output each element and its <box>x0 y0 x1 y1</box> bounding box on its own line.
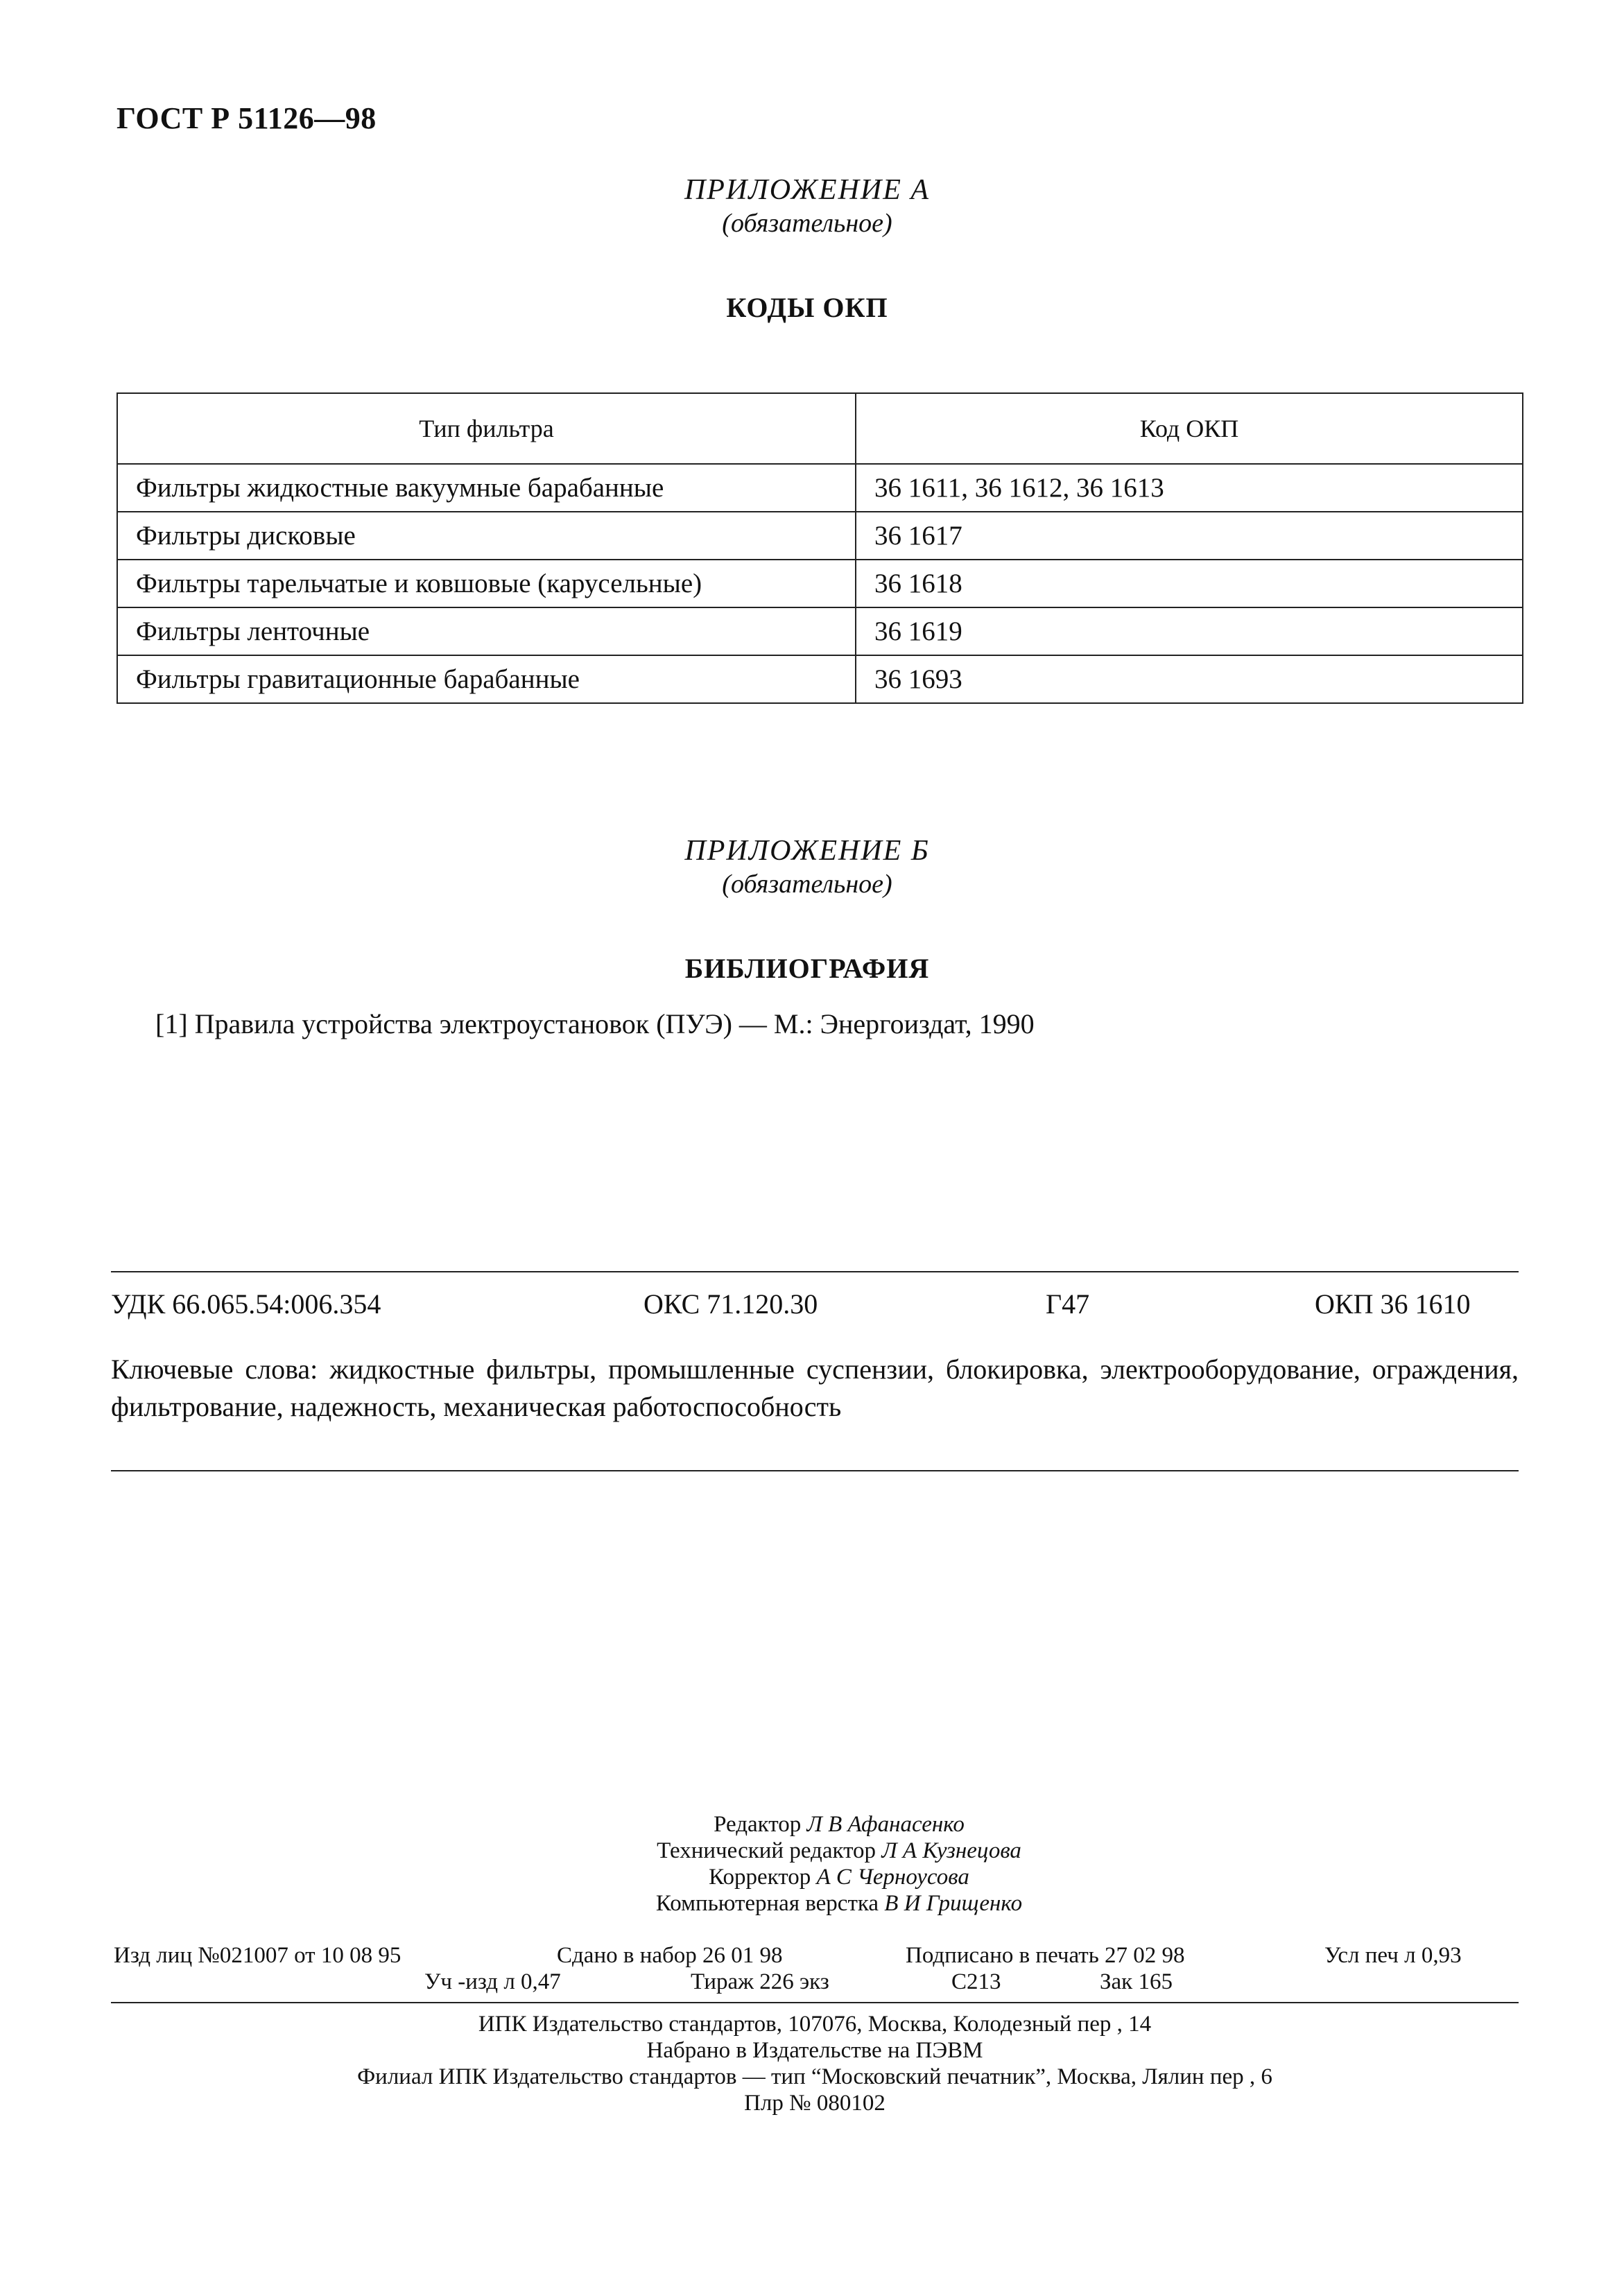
divider-top <box>111 1271 1519 1272</box>
okp-code-cell: 36 1619 <box>856 607 1523 655</box>
print-sheets: Усл печ л 0,93 <box>1324 1943 1462 1968</box>
table-header-row <box>117 393 1523 464</box>
publisher-line: Филиал ИПК Издательство стандартов — тип “Московский печатник”, Москва, Лялин пер , 6 <box>357 2064 1272 2089</box>
udk-code: УДК 66.065.54:006.354 <box>111 1288 381 1320</box>
okp-code-cell: 36 1617 <box>856 512 1523 560</box>
table-row <box>117 655 1523 703</box>
filter-type-cell: Фильтры тарельчатые и ковшовые (карусельные) <box>117 560 856 607</box>
filter-type-cell: Фильтры гравитационные барабанные <box>117 655 856 703</box>
credit-name: Л В Афанасенко <box>806 1812 965 1837</box>
order-code: С213 <box>951 1969 1001 1994</box>
okp-codes-table <box>116 392 1523 704</box>
filter-type-cell: Фильтры жидкостные вакуумные барабанные <box>117 464 856 512</box>
bibliography-item: [1] Правила устройства электроустановок (ПУЭ) — М.: Энергоиздат, 1990 <box>155 1008 1035 1039</box>
appendix-a-status: (обязательное) <box>722 209 892 238</box>
credits-layout <box>458 1890 1220 1917</box>
credits-corrector <box>458 1864 1220 1890</box>
print-run: Тираж 226 экз <box>691 1969 829 1994</box>
filter-type-cell: Фильтры дисковые <box>117 512 856 560</box>
signed-for-print-date: Подписано в печать 27 02 98 <box>906 1943 1185 1968</box>
credit-label: Корректор <box>709 1865 811 1890</box>
credit-name: А С Черноусова <box>816 1865 969 1890</box>
publishing-sheets: Уч -изд л 0,47 <box>424 1969 561 1994</box>
credit-label: Технический редактор <box>657 1838 876 1863</box>
table-row <box>117 560 1523 607</box>
credit-label: Редактор <box>714 1812 802 1837</box>
typeset-date: Сдано в набор 26 01 98 <box>557 1943 783 1968</box>
order-number: Зак 165 <box>1100 1969 1173 1994</box>
divider-imprint <box>111 2002 1519 2003</box>
table-row <box>117 464 1523 512</box>
okp-code-cell: 36 1611, 36 1612, 36 1613 <box>856 464 1523 512</box>
oks-code: ОКС 71.120.30 <box>643 1288 818 1320</box>
credit-name: Л А Кузнецова <box>881 1838 1021 1863</box>
keywords: Ключевые слова: жидкостные фильтры, промышленные суспензии, блокировка, электрооборудование, ограждения, фильтрование, надежность, механическая работоспособность <box>111 1354 1519 1422</box>
group-code: Г47 <box>1046 1288 1090 1320</box>
divider-bottom <box>111 1470 1519 1471</box>
credits-editor <box>458 1811 1220 1838</box>
publisher-license: Изд лиц №021007 от 10 08 95 <box>114 1943 401 1968</box>
okp-code-cell: 36 1618 <box>856 560 1523 607</box>
filter-type-cell: Фильтры ленточные <box>117 607 856 655</box>
okp-code-cell: 36 1693 <box>856 655 1523 703</box>
table-row <box>117 607 1523 655</box>
appendix-a-title: ПРИЛОЖЕНИЕ А <box>684 174 931 206</box>
credit-label: Компьютерная верстка <box>655 1891 879 1916</box>
credit-name: В И Грищенко <box>884 1891 1023 1916</box>
standard-code: ГОСТ Р 51126—98 <box>116 101 377 135</box>
section-title-okp-codes: КОДЫ ОКП <box>726 292 888 323</box>
column-header-okp-code: Код ОКП <box>856 393 1523 464</box>
okp-code: ОКП 36 1610 <box>1315 1288 1471 1320</box>
column-header-filter-type: Тип фильтра <box>117 393 856 464</box>
publisher-line: Плр № 080102 <box>744 2091 886 2116</box>
table-row <box>117 512 1523 560</box>
appendix-b-title: ПРИЛОЖЕНИЕ Б <box>684 835 930 867</box>
credits-tech-editor <box>458 1838 1220 1864</box>
section-title-bibliography: БИБЛИОГРАФИЯ <box>684 953 930 984</box>
publisher-line: Набрано в Издательстве на ПЭВМ <box>646 2038 983 2063</box>
appendix-b-status: (обязательное) <box>722 870 892 899</box>
publisher-line: ИПК Издательство стандартов, 107076, Москва, Колодезный пер , 14 <box>478 2012 1152 2037</box>
